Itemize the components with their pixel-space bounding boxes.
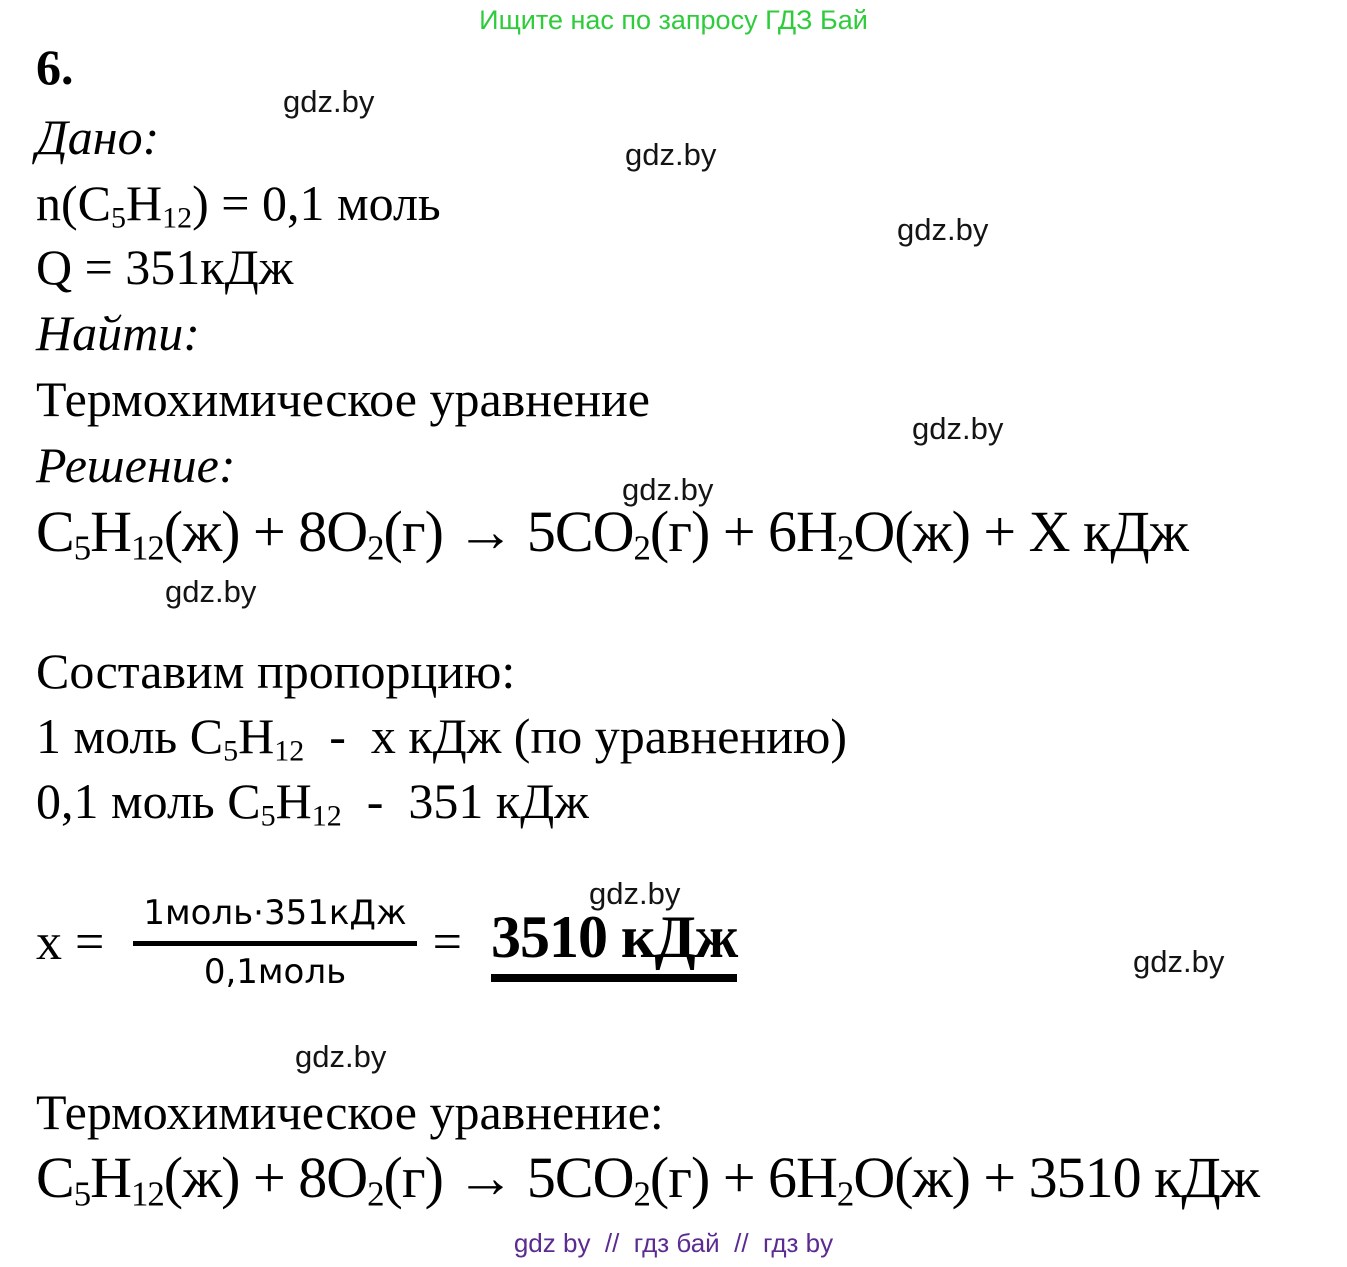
x-calculation-row — [36, 893, 737, 992]
equals-sign: = — [432, 914, 475, 971]
result-value: 3510 кДж — [491, 903, 737, 982]
find-label: Найти: — [36, 305, 200, 361]
footer-links: gdz by // гдз бай // гдз by — [513, 1228, 834, 1258]
fraction-denominator: 0,1моль — [203, 952, 347, 992]
fraction — [133, 893, 416, 992]
thermo-equation-label: Термохимическое уравнение: — [36, 1084, 664, 1140]
proportion-line-1: 1 моль $C_5H_{12}$ - х кДж (по уравнению) — [36, 708, 847, 768]
gdz-watermark: gdz.by — [1133, 944, 1225, 979]
thermochemical-equation-unknown: $C_5H_{12}(ж) + 8O_2(г) \to 5CO_2(г) + 6H_2O(ж) + Х$ кДж — [36, 499, 1188, 568]
gdz-watermark: gdz.by — [625, 137, 717, 172]
solution-label: Решение: — [36, 437, 236, 493]
proportion-line-2: 0,1 моль $C_5H_{12} - 351$ кДж — [36, 773, 589, 833]
site-promo-text: Ищите нас по запросу ГДЗ Бай — [479, 5, 868, 35]
gdz-watermark: gdz.by — [165, 574, 257, 609]
fraction-numerator: 1моль·351кДж — [133, 893, 416, 946]
gdz-watermark: gdz.by — [622, 472, 714, 507]
gdz-watermark: gdz.by — [589, 876, 681, 911]
problem-number: 6. — [36, 39, 74, 95]
gdz-watermark: gdz.by — [295, 1039, 387, 1074]
find-text: Термохимическое уравнение — [36, 371, 650, 427]
given-label: Дано: — [36, 109, 160, 165]
gdz-watermark: gdz.by — [283, 84, 375, 119]
given-heat-line: Q = 351кДж — [36, 239, 294, 295]
gdz-watermark: gdz.by — [897, 212, 989, 247]
proportion-intro: Составим пропорцию: — [36, 643, 516, 699]
x-lhs: х = — [36, 914, 118, 971]
thermochemical-equation-final: $C_5H_{12}(ж) + 8O_2(г) \to 5CO_2(г) + 6H_2O(ж) + 3510$ кДж — [36, 1145, 1259, 1214]
given-amount-line: $n(C_5H_{12}) = 0,1$ моль — [36, 175, 441, 235]
gdz-watermark: gdz.by — [912, 411, 1004, 446]
